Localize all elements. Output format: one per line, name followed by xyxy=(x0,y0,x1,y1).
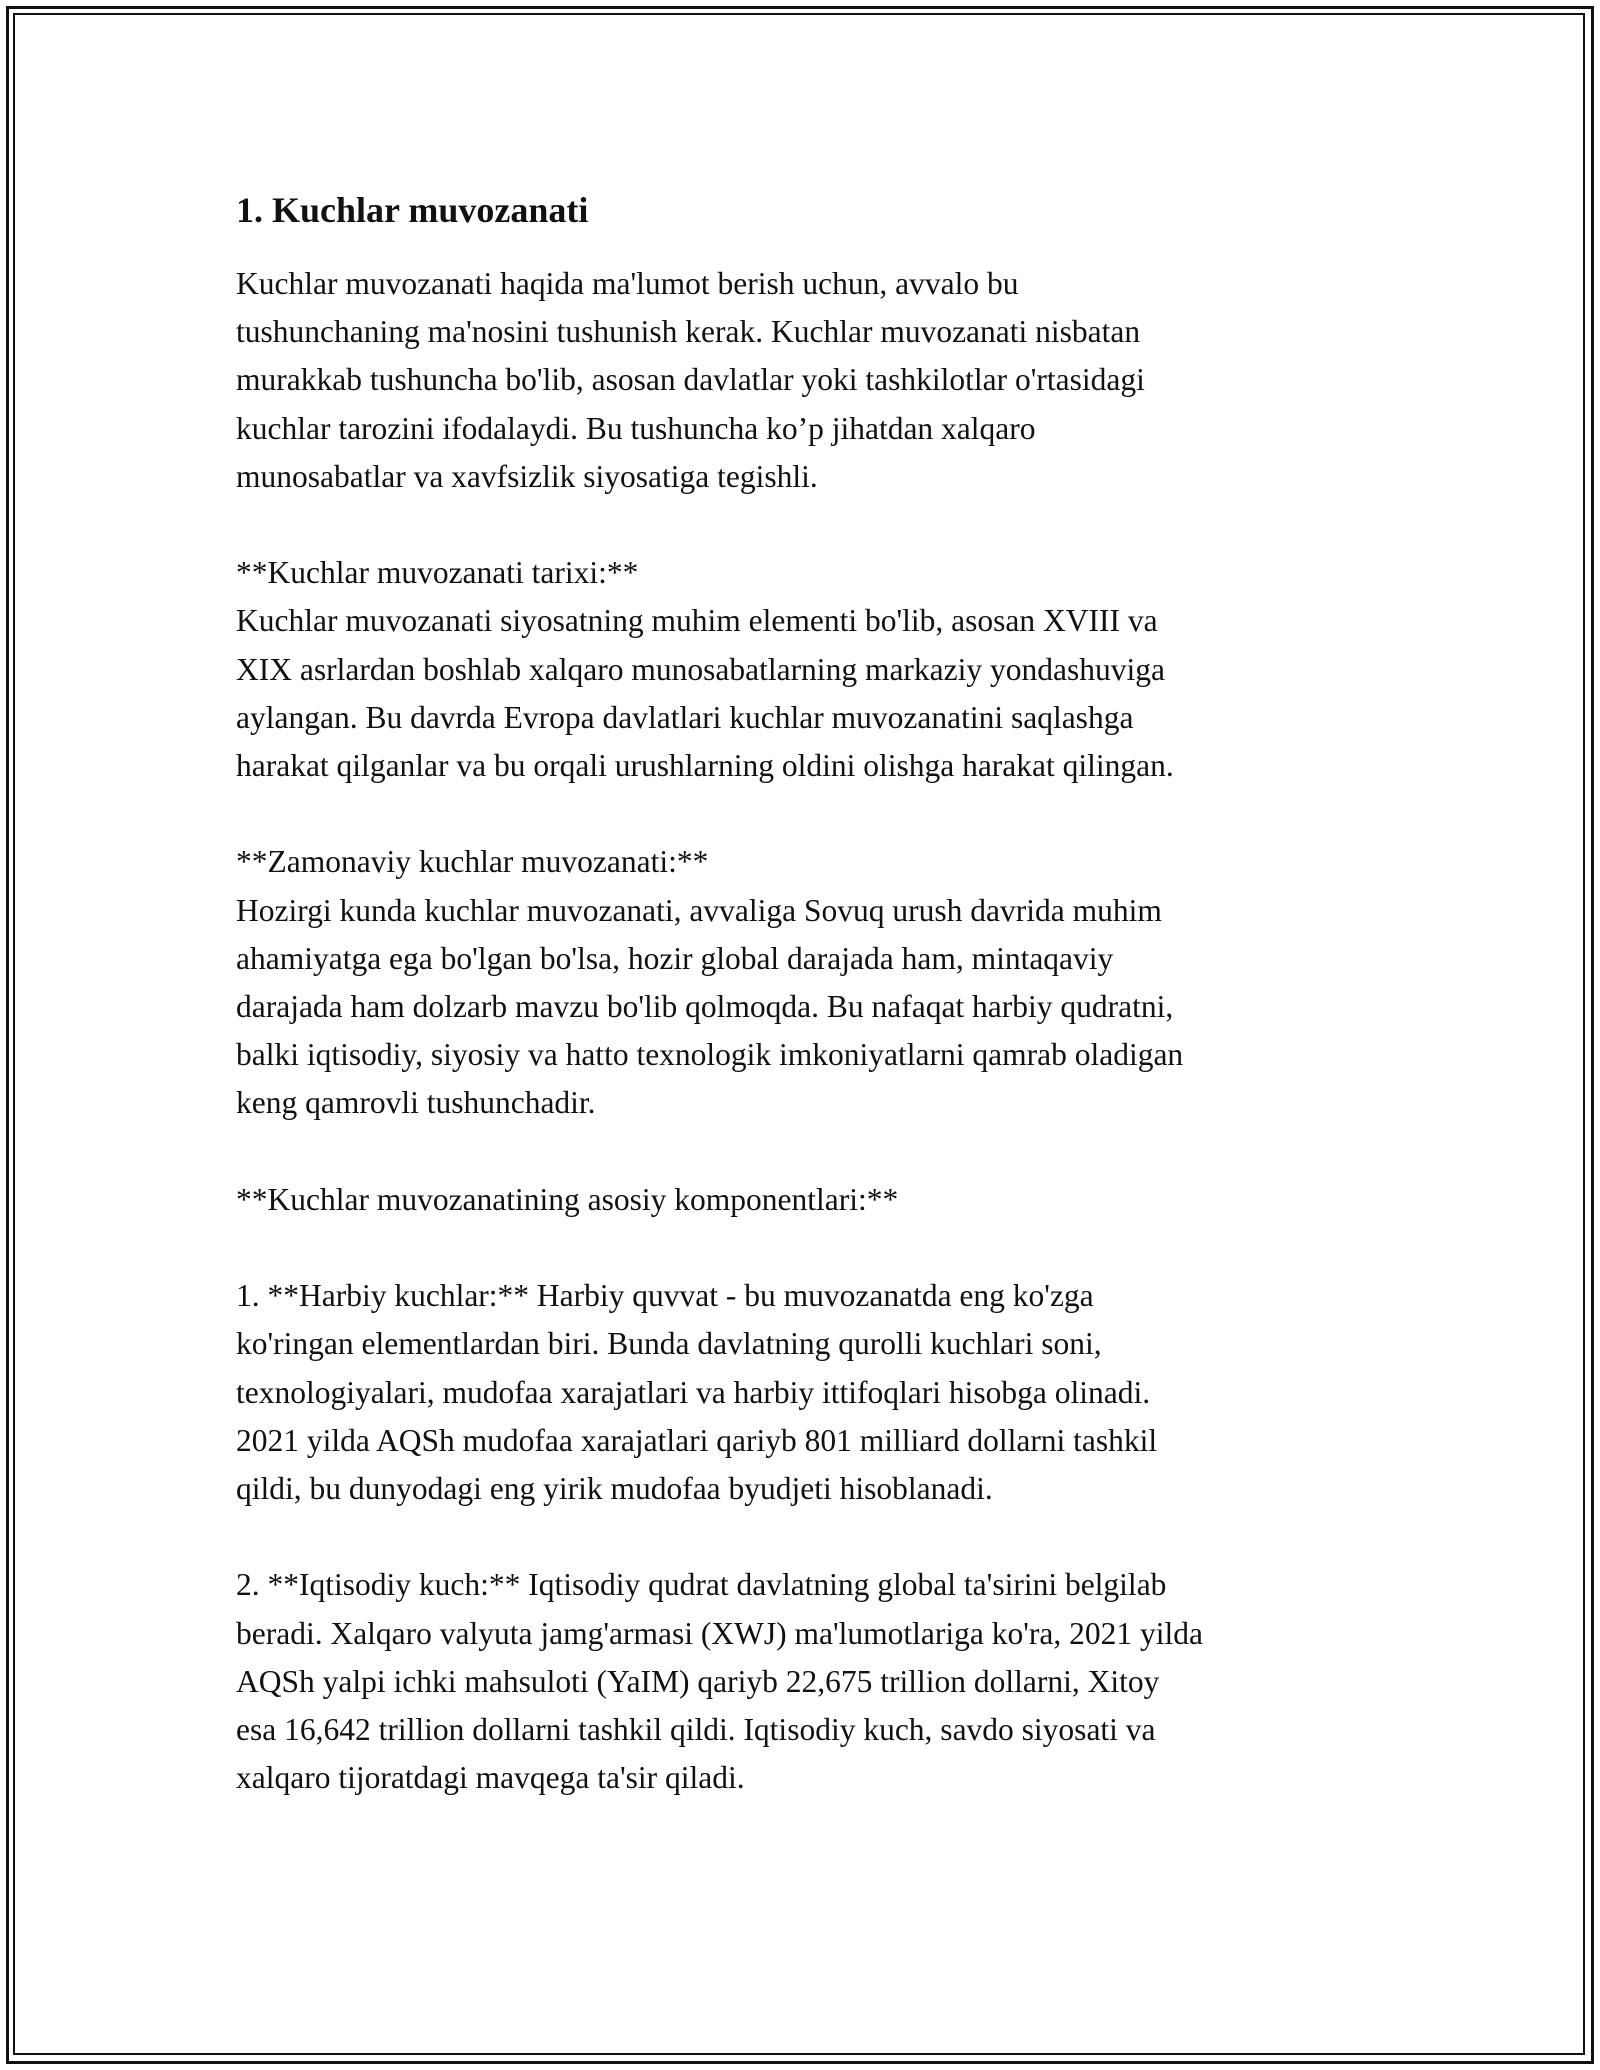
paragraph-spacer xyxy=(236,1513,1376,1561)
document-body xyxy=(236,186,1376,1802)
modern-title: **Zamonaviy kuchlar muvozanati:** xyxy=(236,844,709,880)
modern-paragraph: Hozirgi kunda kuchlar muvozanati, avvaliga Sovuq urush davrida muhim ahamiyatga ega bo'lgan bo'lsa, hozir global darajada ham, mintaqaviy darajada ham dolzarb mavzu bo'lib qolmoqda. Bu nafaqat harbiy qudratni, balki iqtisodiy, siyosiy va hatto texnologik imkoniyatlarni qamrab oladigan keng qamrovli tushunchadir. xyxy=(236,892,1184,1121)
intro-paragraph: Kuchlar muvozanati haqida ma'lumot berish uchun, avvalo bu tushunchaning ma'nosini tushunish kerak. Kuchlar muvozanati nisbatan murakkab tushuncha bo'lib, asosan davlatlar yoki tashkilotlar o'rtasidagi kuchlar tarozini ifodalaydi. Bu tushuncha ko’p jihatdan xalqaro munosabatlar va xavfsizlik siyosatiga tegishli. xyxy=(236,266,1145,494)
paragraph-spacer xyxy=(236,1128,1376,1176)
history-paragraph: Kuchlar muvozanati siyosatning muhim elementi bo'lib, asosan XVIII va XIX asrlardan boshlab xalqaro munosabatlarning markaziy yondashuviga aylangan. Bu davrda Evropa davlatlari kuchlar muvozanatini saqlashga harakat qilganlar va bu orqali urushlarning oldini olishga harakat qilingan. xyxy=(236,603,1174,784)
paragraph-spacer xyxy=(236,790,1376,838)
components-title: **Kuchlar muvozanatining asosiy komponentlari:** xyxy=(236,1181,899,1217)
section-heading: 1. Kuchlar muvozanati xyxy=(236,190,589,230)
history-title: **Kuchlar muvozanati tarixi:** xyxy=(236,555,639,591)
paragraph-spacer xyxy=(236,501,1376,549)
paragraph-spacer xyxy=(236,1224,1376,1272)
list-item-military: 1. **Harbiy kuchlar:** Harbiy quvvat - bu muvozanatda eng ko'zga ko'ringan elementlardan biri. Bunda davlatning qurolli kuchlari soni, texnologiyalari, mudofaa xarajatlari va harbiy ittifoqlari hisobga olinadi. 2021 yilda AQSh mudofaa xarajatlari qariyb 801 milliard dollarni tashkil qildi, bu dunyodagi eng yirik mudofaa byudjeti hisoblanadi. xyxy=(236,1278,1158,1507)
list-item-economic: 2. **Iqtisodiy kuch:** Iqtisodiy qudrat davlatning global ta'sirini belgilab beradi. Xalqaro valyuta jamg'armasi (XWJ) ma'lumotlariga ko'ra, 2021 yilda AQSh yalpi ichki mahsuloti (YaIM) qariyb 22,675 trillion dollarni, Xitoy esa 16,642 trillion dollarni tashkil qildi. Iqtisodiy kuch, savdo siyosati va xalqaro tijoratdagi mavqega ta'sir qiladi. xyxy=(236,1567,1203,1796)
